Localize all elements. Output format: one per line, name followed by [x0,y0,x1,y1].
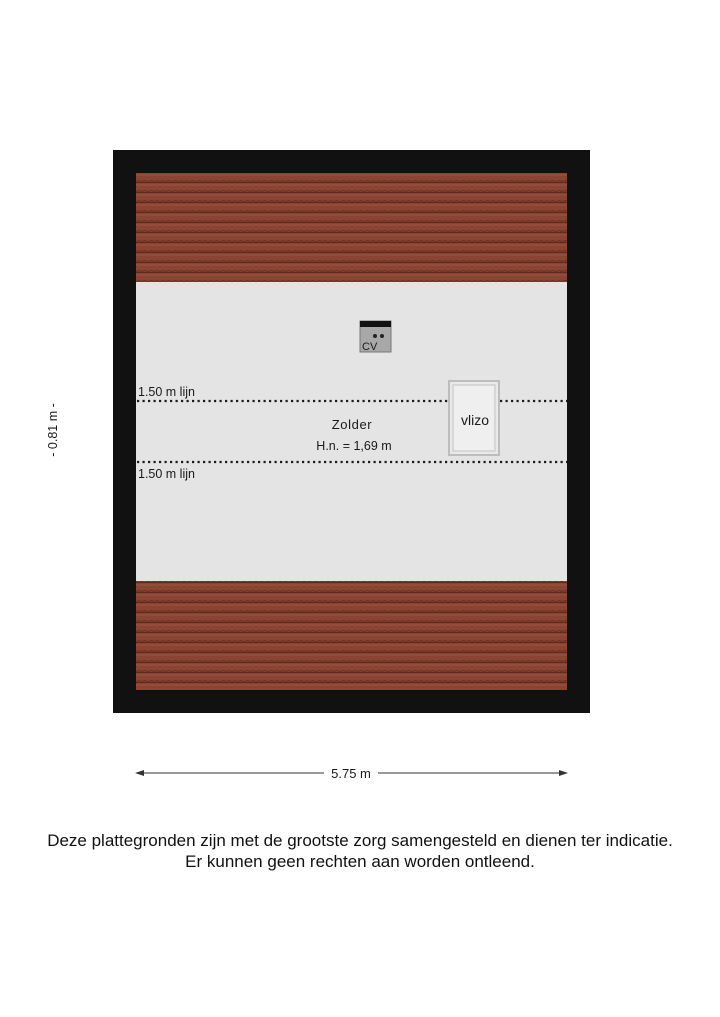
room-name: Zolder [331,417,373,432]
roof-tiles-top [136,173,567,282]
depth-label [46,403,60,457]
line-150-upper-label: 1.50 m lijn [138,385,195,399]
arrow-left-icon [135,770,144,776]
line-150-lower-label: 1.50 m lijn [138,467,195,481]
vlizo-label: vlizo [460,412,490,428]
depth-value: 0.81 m [46,410,60,450]
vlizo-hatch [449,381,499,455]
width-dimension [135,766,568,781]
room-height: H.n. = 1,69 m [316,439,392,453]
cv-label: CV [362,341,378,353]
depth-dash-icon: - [46,449,60,457]
width-label: 5.75 m [331,766,371,781]
disclaimer-line-1: Deze plattegronden zijn met de grootste zorg samengesteld en dienen ter indicatie. [47,831,673,850]
arrow-right-icon [559,770,568,776]
cv-boiler [360,321,391,353]
disclaimer-line-2: Er kunnen geen rechten aan worden ontleend. [185,852,535,871]
roof-tiles-bottom [136,581,567,690]
depth-dash-icon: - [46,403,60,411]
